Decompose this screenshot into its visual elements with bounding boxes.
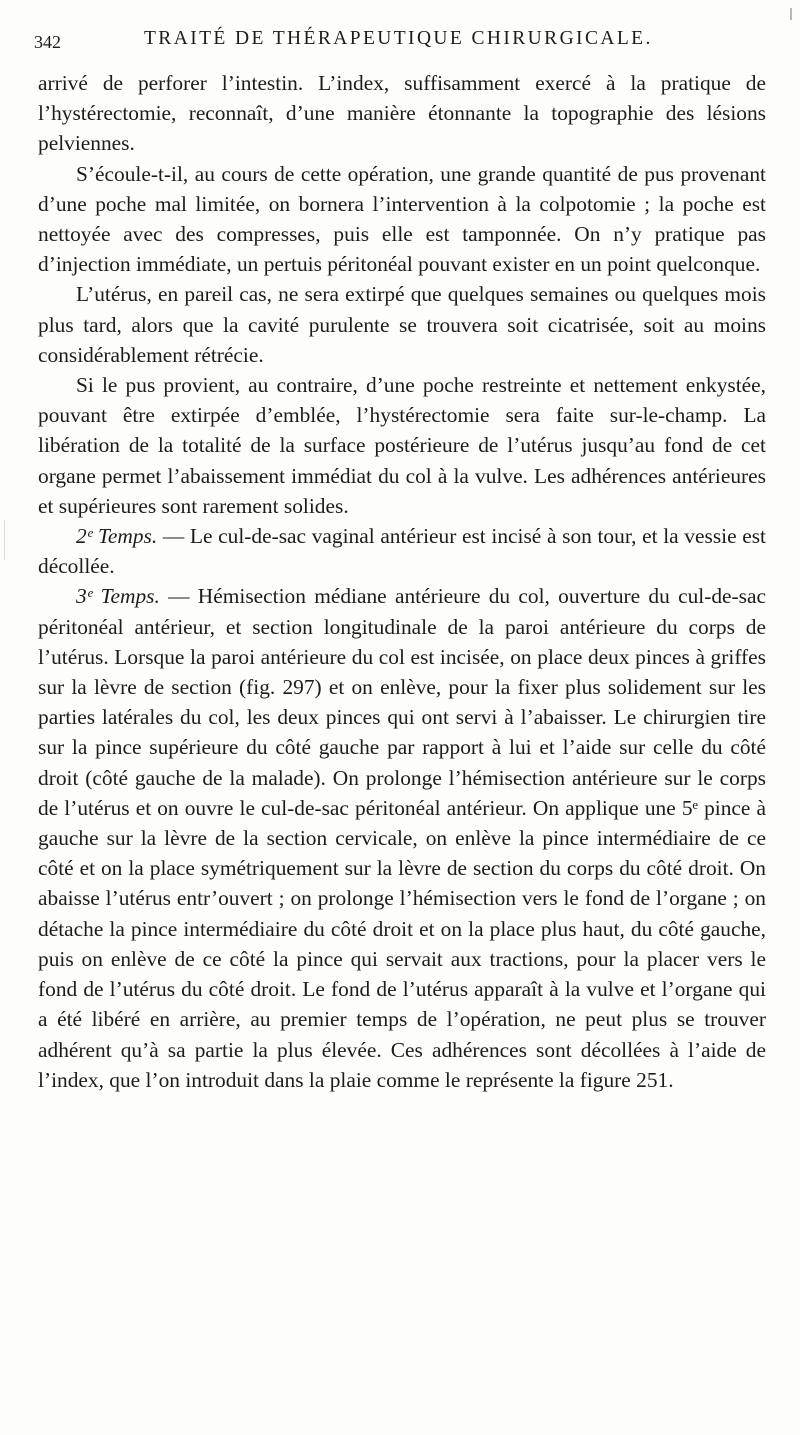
- scan-margin-mark: [4, 520, 5, 560]
- running-head: [34, 28, 760, 58]
- paragraph-second-temps: [38, 521, 766, 581]
- scan-edge-mark: [790, 8, 792, 20]
- third-temps-text: — Hémisection médiane antérieure du col, ouverture du cul-de-sac péritonéal antérieur, et section longitudinale de la paroi antérieure du corps de l’utérus. Lorsque la paroi antérieure du col est incisée, on place deux pinces à griffes sur la lèvre de section (fig. 297) et on enlève, pour la fixer plus solidement sur les parties latérales du col, les deux pinces qui ont servi à l’abaisser. Le chirurgien tire sur la pince supérieure du côté gauche par rapport à lui et l’aide sur celle du côté droit (côté gauche de la malade). On prolonge l’hémisection antérieure sur le corps de l’utérus et on ouvre le cul-de-sac péritonéal antérieur. On applique une 5ᵉ pince à gauche sur la lèvre de la section cervicale, on enlève la pince intermédiaire de ce côté et on la place symétriquement sur la lèvre de section du corps du côté droit. On abaisse l’utérus entr’ouvert ; on prolonge l’hémisection vers le fond de l’organe ; on détache la pince intermédiaire du côté droit et on la place plus haut, du côté gauche, puis on enlève de ce côté la pince qui servait aux tractions, pour la placer vers le fond de l’utérus du côté droit. Le fond de l’utérus apparaît à la vulve et l’organe qui a été libéré en arrière, au premier temps de l’opération, ne peut plus se trouver adhérent qu’à sa partie la plus élevée. Ces adhérences sont décollées à l’aide de l’index, que l’on introduit dans la plaie comme le représente la figure 251.: [38, 584, 766, 1092]
- second-temps-text: — Le cul-de-sac vaginal antérieur est incisé à son tour, et la vessie est décollée.: [38, 524, 766, 579]
- paragraph-third-temps: [38, 581, 766, 1094]
- second-temps-label: 2ᵉ Temps.: [76, 524, 158, 549]
- paragraph-poche-restreinte: Si le pus provient, au contraire, d’une poche restreinte et nettement enkystée, pouvant être extirpée d’emblée, l’hystérectomie sera faite sur-le-champ. La libération de la totalité de la surface postérieure de l’utérus jusqu’au fond de cet organe permet l’abaissement immédiat du col à la vulve. Les adhérences antérieures et supérieures sont rarement solides.: [38, 373, 766, 518]
- page-number: 342: [34, 32, 61, 52]
- paragraph-colpotomie: S’écoule-t-il, au cours de cette opération, une grande quantité de pus provenant d’une poche mal limitée, on bornera l’intervention à la colpotomie ; la poche est nettoyée avec des compresses, puis elle est tamponnée. On n’y pratique pas d’injection immédiate, un pertuis péritonéal pouvant exister en un point quelconque.: [38, 161, 766, 277]
- body-text: [38, 68, 766, 1095]
- paragraph-uterus-delay: L’utérus, en pareil cas, ne sera extirpé que quelques semaines ou quelques mois plus tard, alors que la cavité purulente se trouvera soit cicatrisée, soit au moins considérablement rétrécie.: [38, 282, 766, 367]
- paragraph-continuation: arrivé de perforer l’intestin. L’index, suffisamment exercé à la pratique de l’hystérectomie, reconnaît, d’une manière étonnante la topographie des lésions pelviennes.: [38, 71, 766, 156]
- third-temps-label: 3ᵉ Temps.: [76, 584, 160, 609]
- running-title: TRAITÉ DE THÉRAPEUTIQUE CHIRURGICALE.: [144, 28, 653, 49]
